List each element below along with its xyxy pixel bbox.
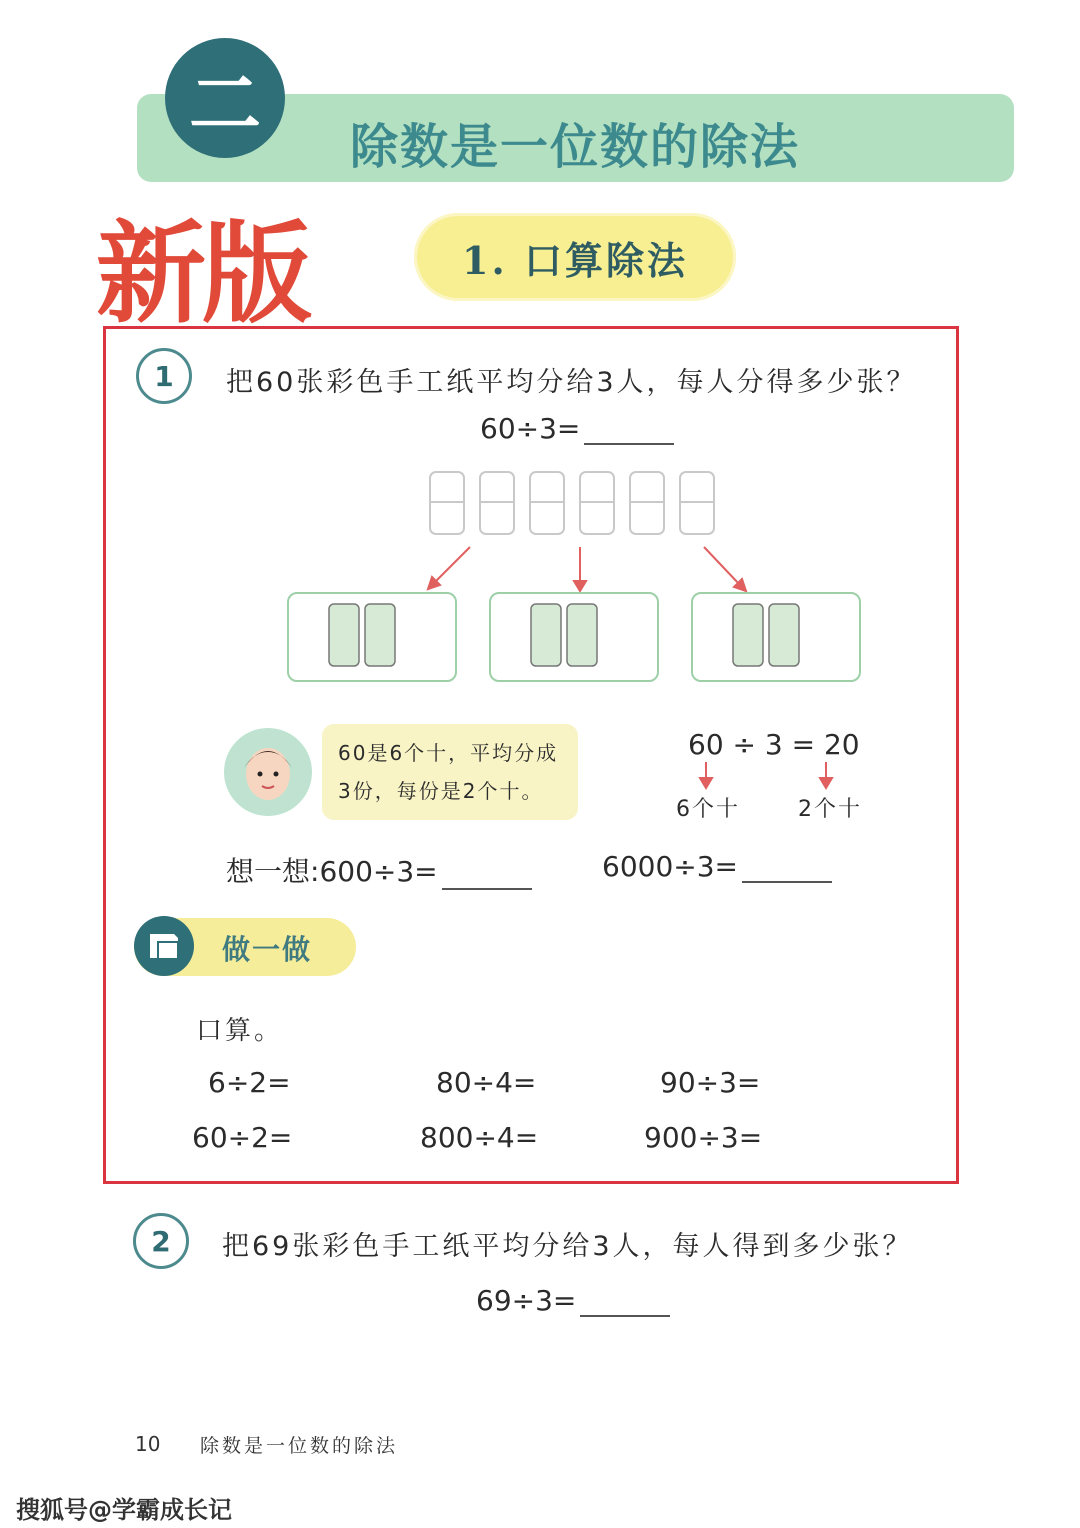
think-row-2 <box>602 850 832 883</box>
answer-blank[interactable] <box>584 419 674 445</box>
page-corner-icon <box>134 916 194 976</box>
question-2-formula <box>476 1284 670 1317</box>
answer-blank[interactable] <box>742 857 832 883</box>
question-number-1: 1 <box>136 348 192 404</box>
question-1-text: 把60张彩色手工纸平均分给3人，每人分得多少张？ <box>226 367 917 398</box>
practice-item: 800÷4= <box>420 1121 539 1154</box>
bundles-top-illustration <box>420 462 740 552</box>
bubble-line-2: 3份，每份是2个十。 <box>338 779 544 803</box>
unit-number-badge: 二 <box>165 38 285 158</box>
girl-face-icon <box>224 728 312 816</box>
think-row-1 <box>226 850 532 890</box>
practice-instruction: 口算。 <box>196 1016 284 1046</box>
bubble-line-1: 60是6个十，平均分成 <box>338 741 559 765</box>
speech-bubble <box>322 724 578 820</box>
calc-left-note: 6个十 <box>676 797 740 822</box>
formula-text: 69÷3= <box>476 1284 577 1317</box>
practice-label: 做一做 <box>222 933 313 966</box>
answer-blank[interactable] <box>442 864 532 890</box>
section-title: 1. 口算除法 <box>414 213 736 301</box>
calc-equation: 60 ÷ 3 = 20 <box>688 728 860 761</box>
girl-avatar <box>224 728 312 816</box>
formula-text: 60÷3= <box>480 412 581 445</box>
watermark: 搜狐号@学霸成长记 <box>16 1496 232 1524</box>
question-2-text: 把69张彩色手工纸平均分给3人，每人得到多少张？ <box>222 1231 913 1262</box>
practice-item: 6÷2= <box>208 1066 291 1099</box>
practice-item: 80÷4= <box>436 1066 537 1099</box>
calc-right-note: 2个十 <box>798 797 862 822</box>
unit-title: 除数是一位数的除法 <box>350 119 801 175</box>
footer-title: 除数是一位数的除法 <box>200 1435 399 1457</box>
think-formula-2: 6000÷3= <box>602 850 738 883</box>
page-number: 10 <box>135 1432 161 1456</box>
practice-item: 90÷3= <box>660 1066 761 1099</box>
question-number-2: 2 <box>133 1213 189 1269</box>
calc-arrows <box>690 762 850 790</box>
distribution-arrows <box>420 545 760 595</box>
think-formula-1: 600÷3= <box>319 855 438 888</box>
think-label: 想一想: <box>226 855 320 888</box>
practice-item: 900÷3= <box>644 1121 763 1154</box>
question-1-formula <box>480 412 674 445</box>
bundles-in-groups <box>287 592 861 682</box>
new-edition-stamp: 新版 <box>96 210 308 338</box>
practice-icon <box>134 916 194 976</box>
answer-blank[interactable] <box>580 1291 670 1317</box>
practice-item: 60÷2= <box>192 1121 293 1154</box>
